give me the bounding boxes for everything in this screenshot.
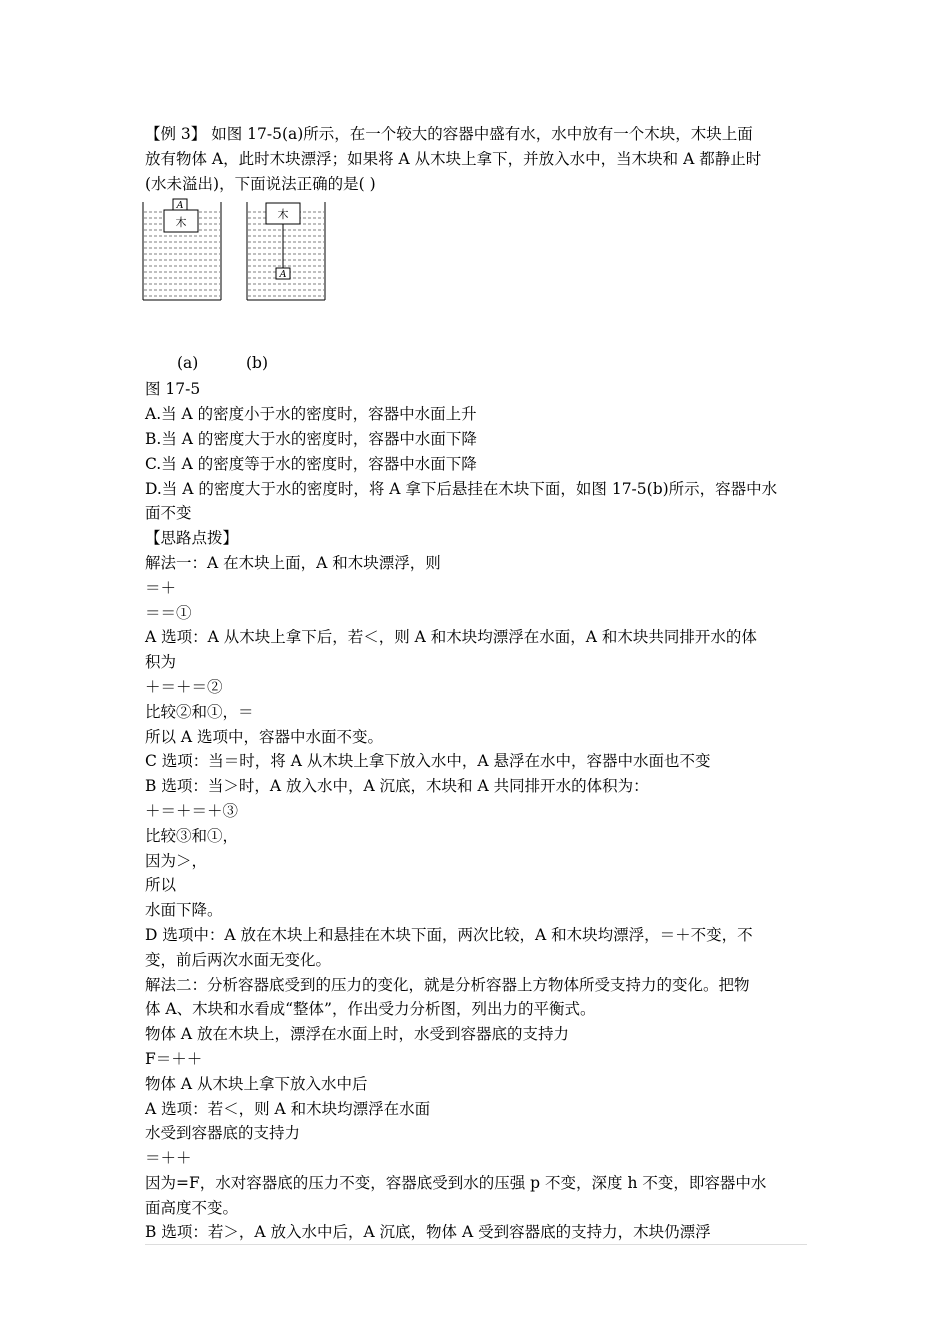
problem-intro-line-1: 【例 3】 如图 17-5(a)所示，在一个较大的容器中盛有水，水中放有一个木块，木块上面	[145, 125, 753, 143]
solution-line: ＋＝＋＝＋③	[145, 801, 239, 820]
figure-label-b: (b)	[246, 354, 269, 373]
option-d-line-1: D.当 A 的密度大于水的密度时，将 A 拿下后悬挂在木块下面，如图 17-5(b)所示，容器中水	[145, 479, 778, 498]
option-b: B.当 A 的密度大于水的密度时，容器中水面下降	[145, 429, 477, 448]
option-a: A.当 A 的密度小于水的密度时，容器中水面上升	[145, 405, 477, 424]
solution-line: A 选项：A 从木块上拿下后，若＜，则 A 和木块均漂浮在水面，A 和木块共同排开水的体	[145, 628, 757, 647]
solution-line: 面高度不变。	[145, 1198, 239, 1217]
solution-line: 变，前后两次水面无变化。	[145, 950, 332, 969]
solution-line: B 选项：当＞时，A 放入水中，A 沉底，木块和 A 共同排开水的体积为：	[145, 777, 649, 796]
solution-line: 体 A、木块和水看成“整体”，作出受力分析图，列出力的平衡式。	[145, 1000, 596, 1019]
figure-label-a: (a)	[177, 354, 199, 373]
figure-a-wood-block: 木	[175, 216, 187, 230]
figure-labels	[145, 351, 810, 377]
solution-line: C 选项：当＝时，将 A 从木块上拿下放入水中，A 悬浮在水中，容器中水面也不变	[145, 752, 711, 771]
solution-line: D 选项中：A 放在木块上和悬挂在木块下面，两次比较，A 和木块均漂浮，＝＋不变，不	[145, 925, 753, 944]
solution-line: 所以 A 选项中，容器中水面不变。	[145, 727, 384, 746]
figure-caption: 图 17-5	[145, 380, 201, 399]
figure-b-diagram	[246, 198, 328, 302]
problem-intro-line-2: 放有物体 A，此时木块漂浮；如果将 A 从木块上拿下，并放入水中，当木块和 A 都静止时	[145, 149, 762, 168]
solution-line: 比较③和①，	[145, 826, 239, 845]
solution-heading: 【思路点拨】	[145, 529, 239, 548]
solution-line: 物体 A 从木块上拿下放入水中后	[145, 1074, 368, 1093]
solution-line: ＝＋＋	[145, 1149, 192, 1168]
solution-line: 水受到容器底的支持力	[145, 1124, 301, 1143]
option-c: C.当 A 的密度等于水的密度时，容器中水面下降	[145, 454, 477, 473]
solution-line: 积为	[145, 653, 177, 672]
solution-line: 物体 A 放在木块上，漂浮在水面上时，水受到容器底的支持力	[145, 1025, 570, 1044]
problem-intro-line-3: (水未溢出)，下面说法正确的是( )	[145, 174, 376, 193]
figure-a-diagram	[142, 198, 224, 302]
solution-line: 因为=F，水对容器底的压力不变，容器底受到水的压强 p 不变，深度 h 不变，即容器中水	[145, 1173, 767, 1192]
solution-line: 解法二：分析容器底受到的压力的变化，就是分析容器上方物体所受支持力的变化。把物	[145, 975, 750, 994]
solution-line: 比较②和①，＝	[145, 702, 254, 721]
solution-line: 水面下降。	[145, 901, 223, 920]
page-bottom-rule	[145, 1244, 807, 1245]
solution-line: F＝＋＋	[145, 1049, 203, 1068]
option-d-line-2: 面不变	[145, 504, 192, 523]
solution-line: ＋＝＋＝②	[145, 677, 223, 696]
solution-line: A 选项：若＜，则 A 和木块均漂浮在水面	[145, 1099, 431, 1118]
document-body	[145, 122, 810, 1245]
figure-b-wood-block: 木	[277, 208, 289, 222]
figure-a-block-a: A	[176, 200, 184, 212]
solution-line: ＝＝①	[145, 603, 192, 622]
figure-b-block-a: A	[279, 269, 287, 281]
solution-line: B 选项：若＞，A 放入水中后，A 沉底，物体 A 受到容器底的支持力，木块仍漂浮	[145, 1223, 711, 1242]
solution-line: 因为＞，	[145, 851, 208, 870]
solution-line: ＝＋	[145, 578, 177, 597]
solution-line: 所以	[145, 876, 177, 895]
figure-17-5	[145, 198, 810, 353]
solution-line: 解法一：A 在木块上面，A 和木块漂浮，则	[145, 553, 441, 572]
